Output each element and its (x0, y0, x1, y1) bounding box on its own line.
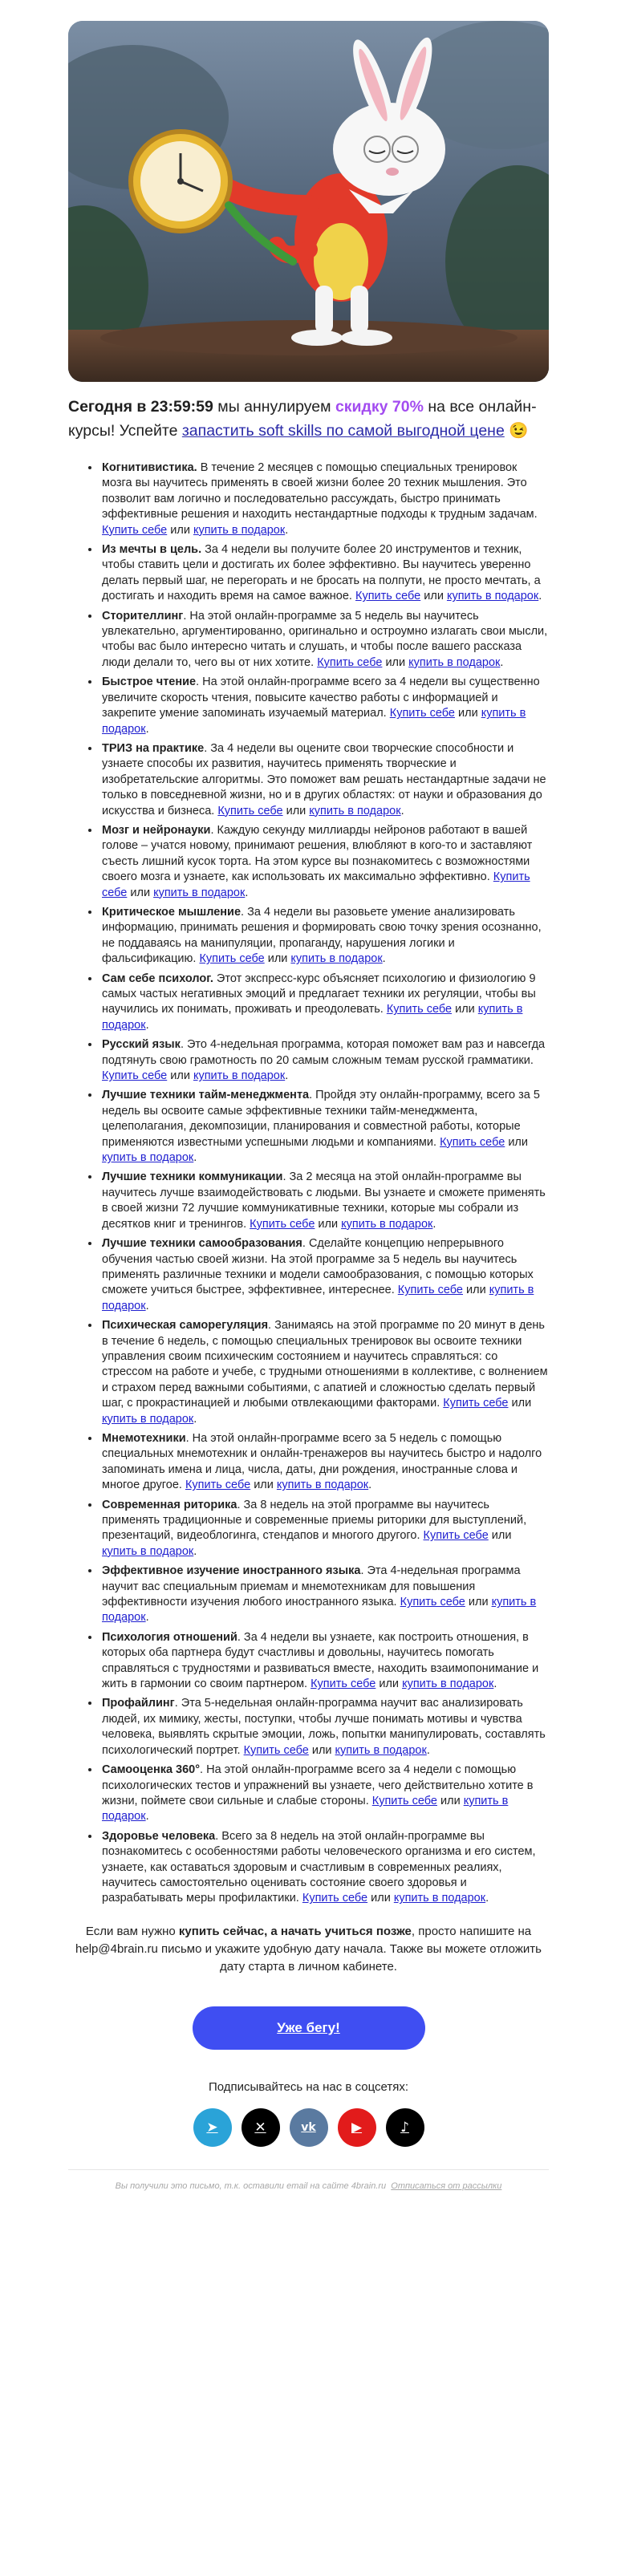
outro-part-2: , просто напишите на help@4brain.ru письмо и укажите удобную дату начала. Также вы можете отложить дату старта в личном кабинете. (75, 1924, 542, 1974)
course-item (100, 1630, 549, 1693)
course-item (100, 1829, 549, 1907)
period: . (382, 952, 386, 966)
course-title: Лучшие техники коммуникации (102, 1170, 283, 1184)
tiktok-icon[interactable]: ♪ (386, 2108, 424, 2147)
buy-self-link[interactable]: Купить себе (317, 655, 383, 669)
course-item (100, 1088, 549, 1166)
or-separator: или (282, 804, 310, 817)
course-title: Быстрое чтение (102, 675, 197, 689)
headline-deadline: Сегодня в 23:59:59 (68, 398, 213, 416)
course-title: Мнемотехники (102, 1431, 186, 1445)
course-title: Сторителлинг (102, 609, 184, 623)
course-description: . На этой онлайн-программе за 5 недель вы научитесь увлекательно, аргументированно, оригинально и остроумно излагать свои мысли, чтобы вас было интересно читать и слушать, и чтобы после вашего рассказа люди делали то, чего вы от них хотите. (102, 609, 548, 669)
course-description: . Пройдя эту онлайн-программу, всего за 5 недель вы освоите самые эффективные техники тайм-менеджмента, целеполагания, декомпозиции, планирования и совместной работы, которые применяются известными успешными людьми и компаниями. (102, 1089, 540, 1149)
course-description: . Эта 5-недельная онлайн-программа научит вас анализировать людей, их мимику, жесты, поступки, чтобы лучше понимать мотивы и чувства человека, выявлять скрытые эмоции, ложь, попытки манипулировать, составлять психологический портрет. (102, 1697, 546, 1757)
course-title: Современная риторика (102, 1498, 237, 1511)
headline-text-2: на все онлайн-курсы! Успейте (68, 398, 537, 440)
period: . (493, 1677, 497, 1691)
buy-gift-link[interactable]: купить в подарок (446, 590, 539, 603)
buy-self-link[interactable]: Купить себе (386, 1003, 453, 1016)
period: . (400, 804, 404, 817)
course-item (100, 1170, 549, 1232)
buy-gift-link[interactable]: купить в подарок (102, 1003, 523, 1032)
course-item (100, 1564, 549, 1626)
or-separator: или (488, 1529, 512, 1543)
youtube-icon[interactable]: ▶ (338, 2108, 376, 2147)
buy-self-link[interactable]: Купить себе (400, 1596, 465, 1609)
or-separator: или (452, 1003, 478, 1016)
buy-gift-link[interactable]: купить в подарок (335, 1743, 427, 1757)
course-description: . За 4 недели вы разовьете умение анализировать информацию, принимать решения и формировать свою точку зрения осознанно, не поддаваясь на манипуляции, пропаганду, нарушения логики и фальсификацию. (102, 905, 542, 966)
period: . (193, 1544, 197, 1558)
period: . (193, 1151, 197, 1165)
or-separator: или (420, 590, 447, 603)
x-icon[interactable]: ✕ (242, 2108, 280, 2147)
or-separator: или (127, 886, 154, 899)
course-title: Психология отношений (102, 1630, 237, 1644)
course-item (100, 1037, 549, 1084)
course-description: . За 8 недель на этой программе вы научитесь применять традиционные и современные приемы риторики для выступлений, презентаций, видеоблогинга, стендапов и многого другого. (102, 1498, 527, 1543)
course-description: . Эта 4-недельная программа научит вас специальным приемам и мнемотехникам для повышения эффективности изучения любого иностранного языка. (102, 1564, 521, 1609)
vk-icon[interactable]: vk (290, 2108, 328, 2147)
buy-gift-link[interactable]: купить в подарок (102, 707, 526, 736)
period: . (485, 1892, 489, 1905)
headline (68, 395, 549, 443)
course-item (100, 1696, 549, 1759)
course-title: ТРИЗ на практике (102, 741, 205, 755)
course-description: . За 2 месяца на этой онлайн-программе вы научитесь лучше взаимодействовать с людьми. Вы узнаете и сможете применять в своей жизни 72 лучшие коммуникативные техники, которые мы собрали из десятков книг и тренингов. (102, 1170, 546, 1231)
outro-bold: купить сейчас, а начать учиться позже (178, 1924, 412, 1938)
buy-gift-link[interactable]: купить в подарок (102, 1794, 509, 1823)
course-description: . Занимаясь на этой программе по 20 минут в день в течение 6 недель, с помощью специальных тренировок вы освоите техники управления своим психическим состоянием и научитесь справляться: со стрессом на работе и учебе, с трудными отношениями в коллективе, с волнением и страхом перед важными событиями, с апатией и сложностью сделать первый шаг, с прокрастинацией и любыми отвлекающими факторами. (102, 1319, 548, 1410)
buy-self-link[interactable]: Купить себе (243, 1743, 309, 1757)
buy-gift-link[interactable]: купить в подарок (402, 1677, 494, 1691)
period: . (285, 1069, 289, 1083)
period: . (193, 1412, 197, 1426)
or-separator: или (465, 1596, 492, 1609)
or-separator: или (367, 1892, 394, 1905)
course-item (100, 1498, 549, 1560)
course-item (100, 1763, 549, 1825)
course-description: . На этой онлайн-программе всего за 5 недель с помощью специальных мнемотехник и онлайн-тренажеров вы научитесь быстро и надолго запоминать имена и лица, числа, даты, дни рождения, иностранные слова и многое другое. (102, 1431, 542, 1492)
period: . (145, 1810, 149, 1823)
buy-self-link[interactable]: Купить себе (371, 1794, 437, 1807)
or-separator: или (264, 952, 291, 966)
course-item (100, 675, 549, 737)
course-title: Критическое мышление (102, 905, 242, 919)
headline-text-1: мы аннулируем (213, 398, 335, 416)
buy-gift-link[interactable]: купить в подарок (290, 952, 383, 966)
buy-self-link[interactable]: Купить себе (397, 1284, 463, 1297)
course-title: Мозг и нейронауки (102, 823, 211, 837)
course-title: Лучшие техники самообразования (102, 1237, 302, 1251)
or-separator: или (463, 1284, 489, 1297)
social-title: Подписывайтесь на нас в соцсетях: (208, 2079, 409, 2094)
course-item (100, 460, 549, 538)
buy-gift-link[interactable]: купить в подарок (341, 1217, 433, 1231)
course-description: . Сделайте концепцию непрерывного обучения частью своей жизни. На этой программе за 5 недель вы научитесь применять различные техники и модели самообразования, с помощью которых сможете учиться быстрее, эффективнее, интереснее. (102, 1237, 534, 1297)
cta-wrapper (68, 2006, 549, 2050)
telegram-icon[interactable]: ➤ (193, 2108, 232, 2147)
buy-gift-link[interactable]: купить в подарок (276, 1479, 369, 1492)
course-item (100, 972, 549, 1034)
period: . (245, 886, 249, 899)
buy-self-link[interactable]: Купить себе (102, 1069, 168, 1083)
course-description: . На этой онлайн-программе всего за 4 недели с помощью психологических тестов и упражнений вы узнаете, чего действительно хотите в жизни, поймете свои сильные и слабые стороны. (102, 1763, 534, 1807)
course-title: Лучшие техники тайм-менеджмента (102, 1089, 310, 1102)
or-separator: или (382, 655, 409, 669)
course-title: Самооценка 360° (102, 1763, 201, 1777)
buy-self-link[interactable]: Купить себе (355, 590, 421, 603)
course-title: Здоровье человека (102, 1829, 216, 1843)
course-item (100, 905, 549, 968)
or-separator: или (436, 1794, 464, 1807)
buy-self-link[interactable]: Купить себе (443, 1397, 509, 1410)
email-container (68, 0, 549, 2191)
course-description: За 4 недели вы получите более 20 инструментов и техник, чтобы ставить цели и достигать их более эффективно. Вы научитесь уверенно делать первый шаг, не перегорать и не бросать на полпути, не просто мечтать, а достигать и находить время на самое важное. (102, 543, 541, 603)
course-item (100, 1318, 549, 1427)
course-item (100, 542, 549, 605)
course-title: Когнитивистика. (102, 461, 197, 474)
period: . (500, 655, 504, 669)
course-description: . Каждую секунду миллиарды нейронов работают в вашей голове – учатся новому, принимают решения, влюбляют в кого-то и заставляют съесть лишний кусок торта. На этом курсе вы познакомитесь с возможностями своего мозга и узнаете, как использовать их максимально эффективно. (102, 823, 533, 884)
period: . (538, 590, 542, 603)
or-separator: или (167, 1069, 193, 1083)
buy-self-link[interactable]: Купить себе (185, 1479, 251, 1492)
buy-gift-link[interactable]: купить в подарок (309, 804, 401, 817)
period: . (368, 1479, 372, 1492)
buy-self-link[interactable]: Купить себе (423, 1529, 489, 1543)
buy-self-link[interactable]: Купить себе (311, 1677, 376, 1691)
or-separator: или (508, 1397, 532, 1410)
course-description: . За 4 недели вы узнаете, как построить отношения, в которых оба партнера будут счастливы и довольны, научитесь помогать справляться с трудностями и развиваться вместе, находить взаимопонимание и жить в гармонии со своим партнером. (102, 1630, 539, 1691)
course-description: . На этой онлайн-программе всего за 4 недели вы существенно увеличите скорость чтения, повысите качество работы с информацией и закрепите умение запоминать изучаемый материал. (102, 675, 540, 720)
buy-gift-link[interactable]: купить в подарок (193, 523, 286, 537)
buy-gift-link[interactable]: купить в подарок (102, 1151, 194, 1165)
buy-gift-link[interactable]: купить в подарок (102, 1284, 534, 1312)
course-item (100, 741, 549, 819)
buy-self-link[interactable]: Купить себе (440, 1135, 505, 1149)
buy-gift-link[interactable]: купить в подарок (408, 655, 501, 669)
outro-text (68, 1923, 549, 1976)
or-separator: или (250, 1479, 277, 1492)
course-description: . Всего за 8 недель на этой онлайн-программе вы познакомитесь с особенностями работы человеческого организма и его систем, узнаете, как оставаться здоровым и счастливым в современных реалиях, научитесь самостоятельно оценивать состояние своего здоровья и разрабатывать меры профилактики. (102, 1829, 536, 1905)
course-description: Этот экспресс-курс объясняет психологию и физиологию 9 самых частых негативных эмоций и предлагает техники их регуляции, чтобы вы научились их понимать, проживать и преодолевать. (102, 972, 536, 1016)
wink-emoji: 😉 (504, 422, 529, 440)
cta-button[interactable]: Уже бегу! (193, 2006, 425, 2050)
buy-self-link[interactable]: Купить себе (250, 1217, 315, 1231)
course-title: Эффективное изучение иностранного языка (102, 1564, 361, 1578)
footer-text: Вы получили это письмо, т.к. оставили email на сайте 4brain.ru (115, 2180, 387, 2191)
or-separator: или (167, 523, 193, 537)
buy-gift-link[interactable]: купить в подарок (102, 1544, 194, 1558)
buy-self-link[interactable]: Купить себе (217, 804, 283, 817)
course-description: . Это 4-недельная программа, которая поможет вам раз и навсегда подтянуть свою грамотность по 20 самым сложным темам русской грамматики. (102, 1038, 546, 1067)
buy-gift-link[interactable]: купить в подарок (153, 886, 246, 899)
buy-self-link[interactable]: Купить себе (102, 523, 168, 537)
course-title: Русский язык (102, 1038, 181, 1052)
hero-image (68, 21, 549, 382)
course-item (100, 1431, 549, 1494)
course-title: Сам себе психолог. (102, 972, 213, 985)
course-title: Из мечты в цель. (102, 543, 202, 557)
headline-discount: скидку 70% (335, 398, 424, 416)
buy-gift-link[interactable]: купить в подарок (193, 1069, 286, 1083)
period: . (145, 722, 149, 736)
buy-gift-link[interactable]: купить в подарок (393, 1892, 486, 1905)
headline-link[interactable]: запастить soft skills по самой выгодной цене (181, 422, 505, 440)
or-separator: или (505, 1135, 528, 1149)
or-separator: или (454, 707, 481, 720)
course-item (100, 609, 549, 671)
social-icons (68, 2108, 549, 2147)
white-rabbit-illustration (68, 21, 549, 382)
period: . (426, 1743, 430, 1757)
unsubscribe-link[interactable]: Отписаться от рассылки (391, 2180, 502, 2191)
outro-part-1: Если вам нужно (85, 1924, 179, 1938)
course-item (100, 1236, 549, 1314)
course-title: Профайлинг (102, 1697, 175, 1710)
or-separator: или (315, 1217, 342, 1231)
or-separator: или (375, 1677, 403, 1691)
buy-gift-link[interactable]: купить в подарок (102, 1412, 194, 1426)
course-description: В течение 2 месяцев с помощью специальных тренировок мозга вы научитесь применять в своей жизни более 20 техник мышления. Это позволит вам логично и последовательно рассуждать, быстро принимать эффективные решения и находить нестандартные подходы к трудным задачам. (102, 461, 538, 521)
buy-self-link[interactable]: Купить себе (102, 870, 530, 899)
buy-self-link[interactable]: Купить себе (302, 1892, 368, 1905)
course-list (68, 460, 549, 1907)
buy-gift-link[interactable]: купить в подарок (102, 1596, 537, 1625)
period: . (145, 1299, 149, 1312)
course-item (100, 823, 549, 901)
period: . (145, 1018, 149, 1032)
buy-self-link[interactable]: Купить себе (389, 707, 455, 720)
footer (68, 2169, 549, 2191)
period: . (285, 523, 289, 537)
course-description: . За 4 недели вы оцените свои творческие способности и узнаете способы их развития, научитесь применять творческие и изобретательские алгоритмы. Это поможет вам решать нестандартные задачи не только в повседневной жизни, но и в других областях: от науки и образования до искусства и бизнеса. (102, 741, 546, 817)
or-separator: или (308, 1743, 335, 1757)
period: . (145, 1611, 149, 1625)
buy-self-link[interactable]: Купить себе (199, 952, 265, 966)
period: . (432, 1217, 436, 1231)
course-title: Психическая саморегуляция (102, 1319, 269, 1333)
